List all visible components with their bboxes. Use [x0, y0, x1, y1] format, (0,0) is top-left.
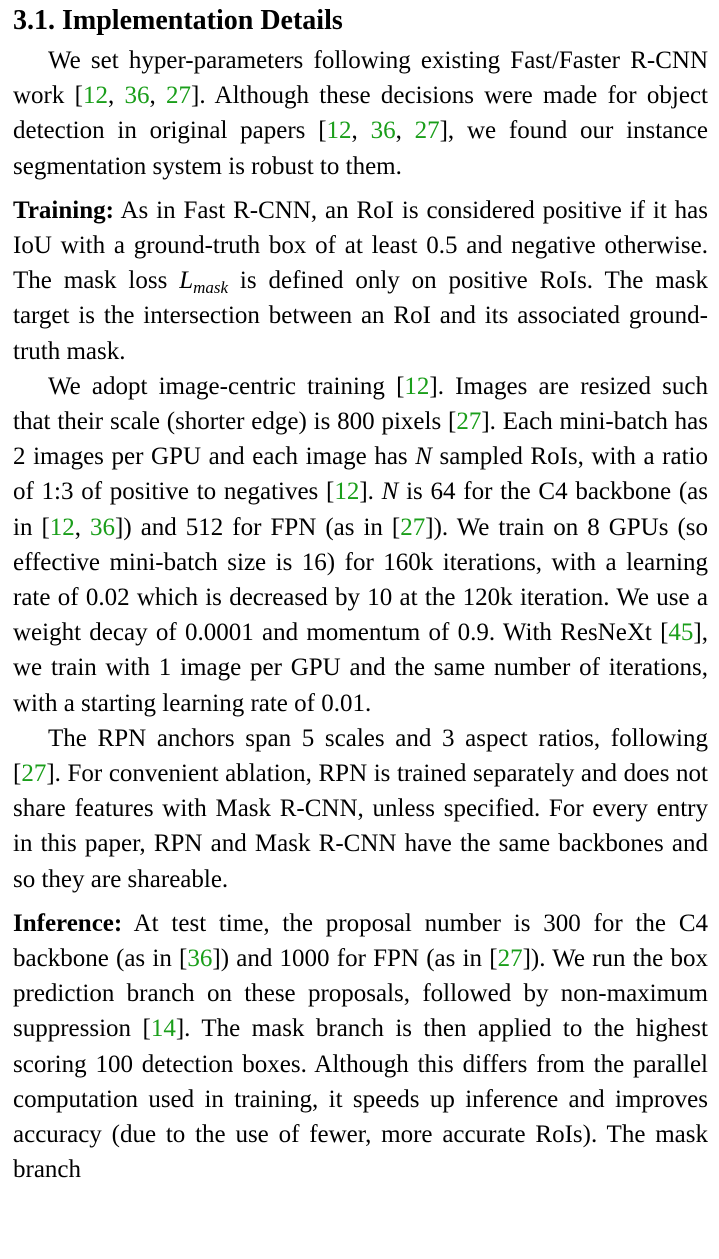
citation-link[interactable]: 12 — [49, 513, 75, 541]
paragraph-intro — [13, 43, 708, 184]
text-run: At test time, the proposal number is 300 for the C4 backbone (as in [ — [13, 909, 708, 973]
text-run: is defined only on positive RoIs. The mask target is the intersection between an RoI and its associated ground-truth mask. — [13, 267, 708, 365]
text-run: We set hyper-parameters following existing Fast/Faster R-CNN work [ — [13, 47, 708, 110]
text-run: As in Fast R-CNN, an RoI is considered positive if it has IoU with a ground-truth box of at least 0.5 and negative otherwise. The mask loss — [13, 196, 708, 295]
citation-link[interactable]: 27 — [414, 117, 440, 145]
citation-link[interactable]: 36 — [370, 117, 396, 145]
paragraph-training-details — [13, 369, 708, 721]
math-subscript: mask — [193, 278, 229, 298]
paragraph-training — [13, 193, 708, 369]
citation-link[interactable]: 14 — [150, 1015, 176, 1043]
run-in-heading-inference: Inference: — [13, 909, 123, 937]
math-n: N — [415, 443, 432, 471]
citation-link[interactable]: 27 — [497, 945, 523, 973]
text-run: is 64 for the C4 backbone (as in [ — [13, 478, 708, 541]
citation-link[interactable]: 12 — [82, 82, 108, 110]
text-run: , — [395, 117, 415, 145]
citation-link[interactable]: 36 — [187, 945, 213, 973]
text-run: ]. — [359, 478, 382, 506]
citation-link[interactable]: 36 — [124, 82, 150, 110]
math-symbol: L — [179, 267, 194, 295]
text-run: ]). We run the box prediction branch on these proposals, followed by non-maximum suppression [ — [13, 945, 708, 1043]
citation-link[interactable]: 12 — [334, 478, 360, 506]
text-run: ]). We train on 8 GPUs (so effective mini-batch size is 16) for 160k iterations, with a learning rate of 0.02 which is decreased by 10 at the 120k iteration. We use a weight decay of 0.0001 and momentum of 0.9. With ResNeXt [ — [13, 513, 709, 647]
citation-link[interactable]: 27 — [456, 408, 482, 436]
citation-link[interactable]: 45 — [668, 619, 694, 647]
text-run: ], we train with 1 image per GPU and the same number of iterations, with a starting learning rate of 0.01. — [13, 619, 708, 717]
citation-link[interactable]: 27 — [166, 82, 192, 110]
citation-link[interactable]: 12 — [326, 117, 352, 145]
run-in-heading-training: Training: — [13, 196, 114, 224]
text-run: The RPN anchors span 5 scales and 3 aspect ratios, following [ — [13, 724, 708, 788]
text-run: sampled RoIs, with a ratio of 1:3 of positive to negatives [ — [13, 443, 708, 506]
math-l-mask — [179, 267, 229, 298]
text-run: , — [351, 117, 371, 145]
text-run: , — [74, 513, 91, 541]
paragraph-inference — [13, 906, 708, 1188]
text-run: ]. Each mini-batch has 2 images per GPU and each image has — [13, 408, 708, 471]
citation-link[interactable]: 36 — [90, 513, 116, 541]
text-run: ]. For convenient ablation, RPN is trained separately and does not share features with Mask R-CNN, unless specified. For every entry in this paper, RPN and Mask R-CNN have the same backbones and so they are shareable. — [13, 760, 708, 893]
text-run: ]. The mask branch is then applied to the highest scoring 100 detection boxes. Although this differs from the parallel computation used in training, it speeds up inference and improves accuracy (due to the use of fewer, more accurate RoIs). The mask branch — [13, 1015, 708, 1184]
text-run: ]) and 512 for FPN (as in [ — [115, 513, 401, 541]
text-run: , — [107, 82, 125, 110]
text-run: ]. Although these decisions were made for object detection in original papers [ — [13, 82, 708, 145]
citation-link[interactable]: 27 — [21, 760, 47, 788]
text-run: ]. Images are resized such that their scale (shorter edge) is 800 pixels [ — [13, 372, 709, 436]
paragraph-rpn — [13, 721, 708, 897]
text-run: ]) and 1000 for FPN (as in [ — [212, 945, 498, 973]
text-run: We adopt image-centric training [ — [48, 372, 405, 400]
citation-link[interactable]: 27 — [400, 513, 426, 541]
text-run: ], we found our instance segmentation system is robust to them. — [13, 117, 708, 180]
text-run: , — [149, 82, 167, 110]
math-n: N — [381, 478, 399, 506]
citation-link[interactable]: 12 — [404, 372, 430, 400]
section-heading: 3.1. Implementation Details — [13, 5, 343, 36]
